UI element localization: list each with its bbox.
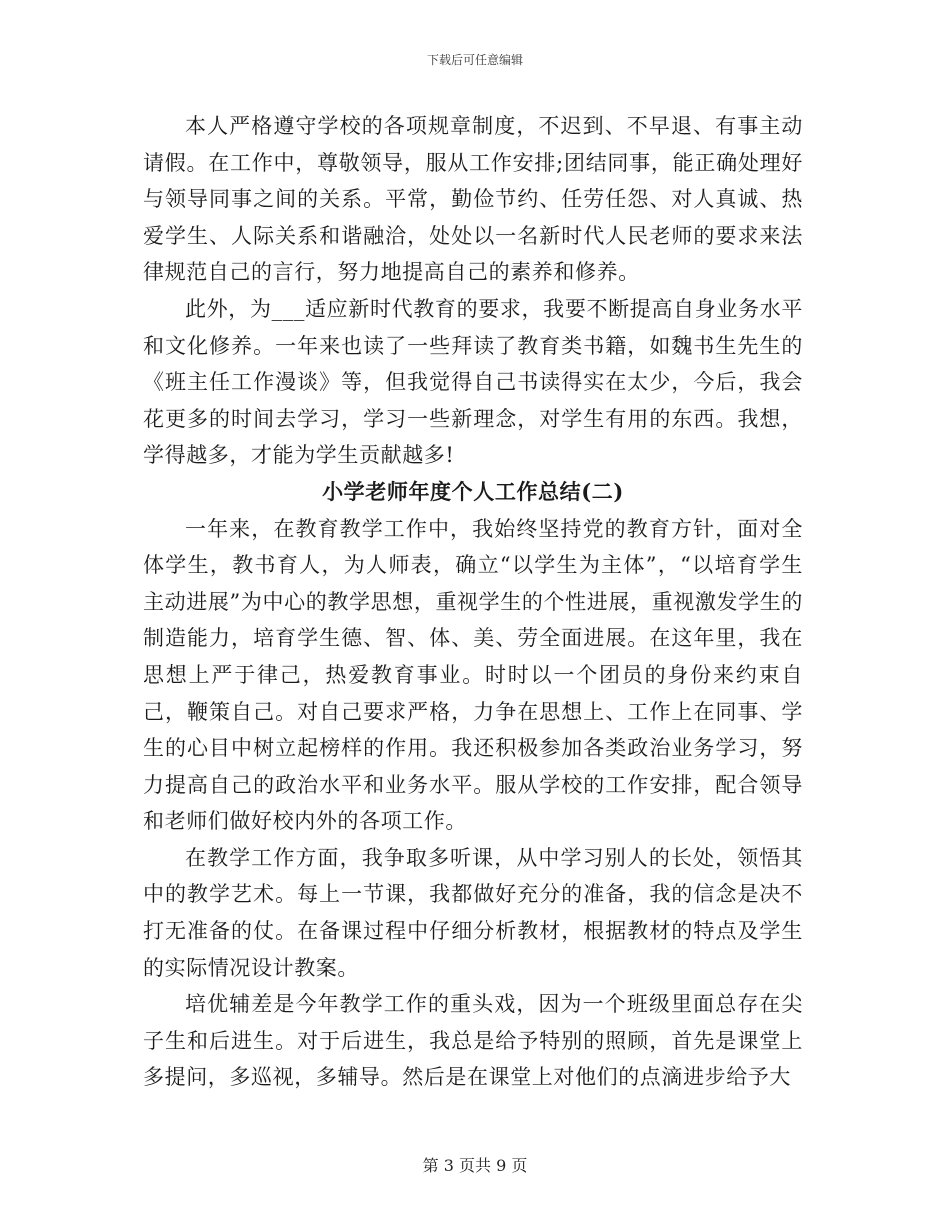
document-body (143, 108, 803, 1096)
paragraph-teaching-work: 在教学工作方面，我争取多听课，从中学习别人的长处，领悟其中的教学艺术。每上一节课，我都做好充分的准备，我的信念是决不打无准备的仗。在备课过程中仔细分析教材，根据教材的特点及学生的实际情况设计教案。 (143, 845, 803, 980)
paragraph-teaching-philosophy: 一年来，在教育教学工作中，我始终坚持党的教育方针，面对全体学生，教书育人，为人师表，确立“以学生为主体”，“以培育学生主动进展”为中心的教学思想，重视学生的个性进展，重视激发学生的制造能力，培育学生德、智、体、美、劳全面进展。在这年里，我在思想上严于律己，热爱教育事业。时时以一个团员的身份来约束自己，鞭策自己。对自己要求严格，力争在思想上、工作上在同事、学生的心目中树立起榜样的作用。我还积极参加各类政治业务学习，努力提高自己的政治水平和业务水平。服从学校的工作安排，配合领导和老师们做好校内外的各项工作。 (143, 516, 803, 834)
paragraph-student-support: 培优辅差是今年教学工作的重头戏，因为一个班级里面总存在尖子生和后进生。对于后进生，我总是给予特别的照顾，首先是课堂上多提问，多巡视，多辅导。然后是在课堂上对他们的点滴进步给予大 (143, 992, 803, 1090)
paragraph-self-study: 此外，为___适应新时代教育的要求，我要不断提高自身业务水平和文化修养。一年来也读了一些拜读了教育类书籍，如魏书生先生的《班主任工作漫谈》等，但我觉得自己书读得实在太少，今后，我会花更多的时间去学习，学习一些新理念，对学生有用的东西。我想，学得越多，才能为学生贡献越多! (143, 296, 803, 468)
page-header-note: 下载后可任意编辑 (426, 53, 523, 67)
page-number: 第 3 页共 9 页 (422, 1156, 528, 1175)
paragraph-rules-conduct: 本人严格遵守学校的各项规章制度，不迟到、不早退、有事主动请假。在工作中，尊敬领导，服从工作安排;团结同事，能正确处理好与领导同事之间的关系。平常，勤俭节约、任劳任怨、对人真诚、热爱学生、人际关系和谐融洽，处处以一名新时代人民老师的要求来法律规范自己的言行，努力地提高自己的素养和修养。 (143, 114, 803, 285)
section-title: 小学老师年度个人工作总结(二) (322, 478, 624, 504)
